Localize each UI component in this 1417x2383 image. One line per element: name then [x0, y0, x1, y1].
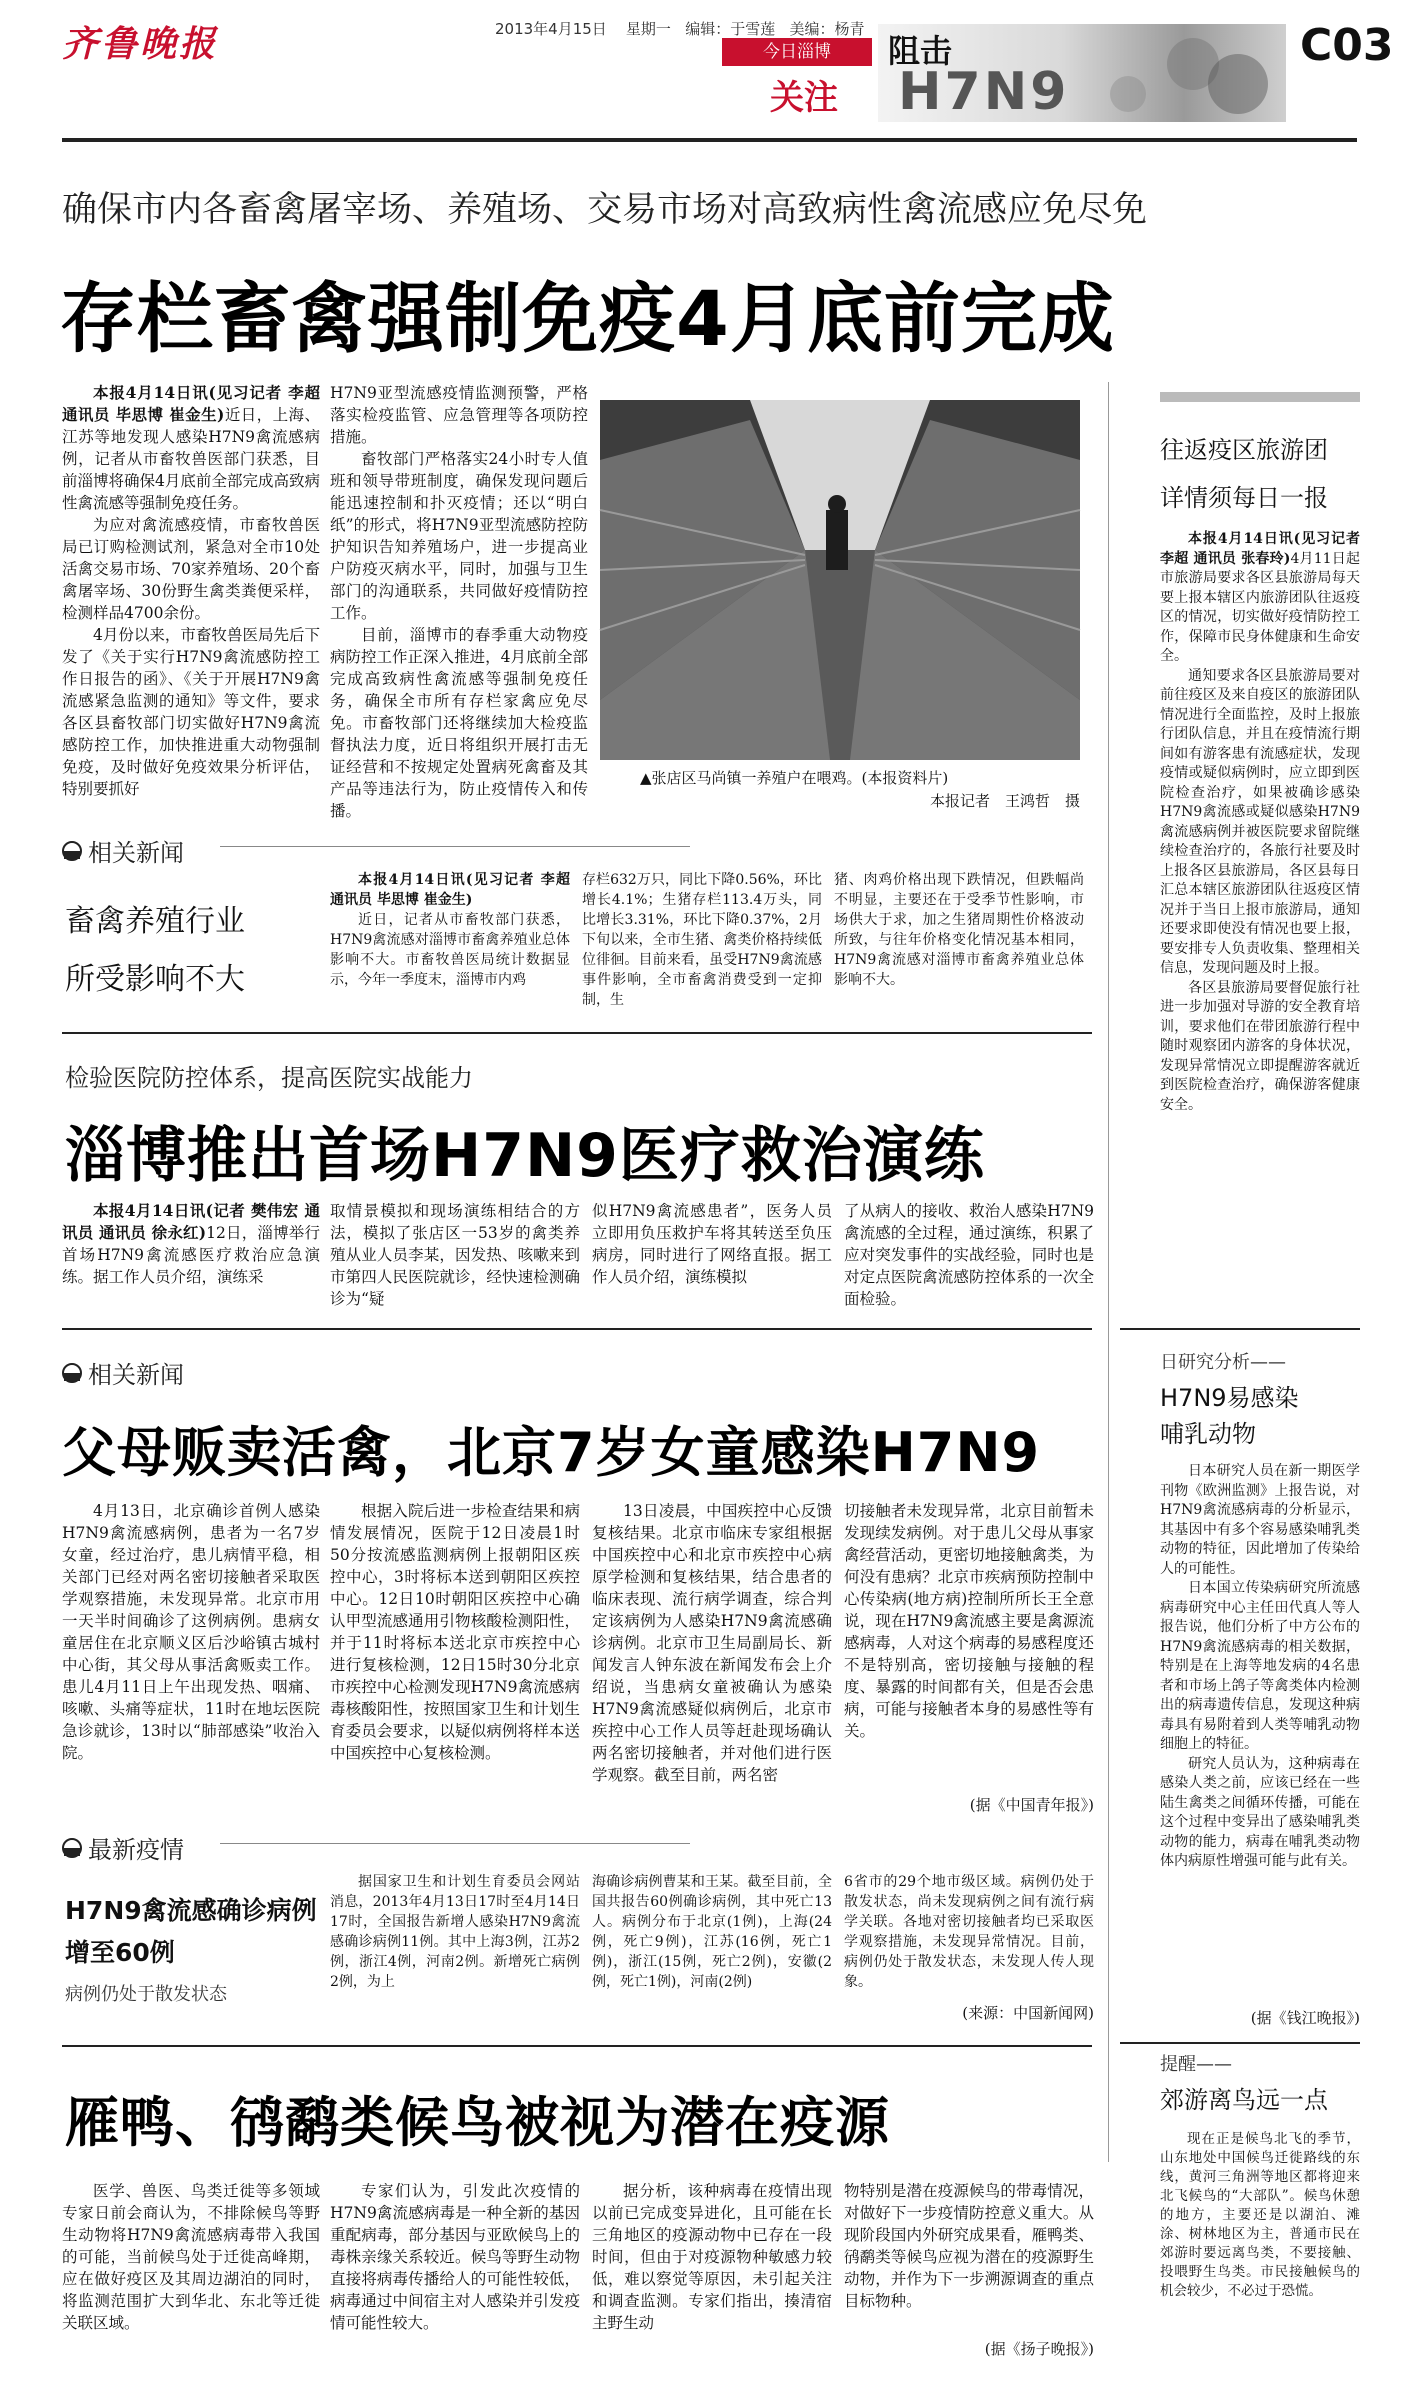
story4-credit: (来源：中国新闻网)	[962, 2004, 1094, 2022]
related1-tag: 相关新闻	[62, 833, 184, 868]
sidebar1-lead-para: 本报4月14日讯(见习记者 李超 通讯员 张春玲)4月11日起市旅游局要求各区县旅游局每天要上报本辖区内旅游团队往返疫区的情况，切实做好疫情防控工作，保障市民身体健康和生命安全。	[1160, 531, 1360, 664]
story4-para: 6省市的29个地市级区域。病例仍处于散发状态，尚未发现病例之间有流行病学关联。各地对密切接触者均已采取医学观察措施，未发现异常情况。目前，病例仍处于散发状态，未发现人传人现象。	[844, 1874, 1094, 1990]
story2-col4	[844, 1200, 1094, 1315]
sidebar1-lead: 本报4月14日讯(见习记者 李超 通讯员 张春玲)	[1160, 531, 1360, 567]
section-sub: 关注	[770, 78, 838, 118]
story4-title-line1: H7N9禽流感确诊病例	[65, 1896, 317, 1925]
story2-headline: 淄博推出首场H7N9医疗救治演练	[65, 1121, 985, 1191]
sidebar2-body	[1160, 1462, 1360, 2002]
story2-col1	[62, 1200, 320, 1315]
story5-para: 专家们认为，引发此次疫情的H7N9禽流感病毒是一种全新的基因重配病毒，部分基因与亚欧候鸟上的毒株亲缘关系较近。候鸟等野生动物直接将病毒传播给人的可能性较低，病毒通过中间宿主对人感染并引发疫情可能性较大。	[330, 2182, 580, 2332]
related1-col1	[330, 870, 570, 1020]
sidebar2-title-line2: 哺乳动物	[1160, 1420, 1256, 1448]
story1-para: 目前，淄博市的春季重大动物疫病防控工作正深入推进，4月底前全部完成高致病性禽流感等强制免疫任务，确保全市所有存栏家禽应免尽免。市畜牧部门还将继续加大检疫监督执法力度，近日将组织开展打击无证经营和不按规定处置病死禽畜及其产品等违法行为，防止疫情传入和传播。	[330, 626, 588, 820]
related1-tag-rule	[220, 846, 690, 847]
story3-para: 切接触者未发现异常，北京目前暂未发现续发病例。对于患儿父母从事家禽经营活动，更密切地接触禽类，为何没有患病？北京市疾病预防控制中心传染病(地方病)控制所所长王全意说，现在H7N9禽流感主要是禽源流感病毒，人对这个病毒的易感程度还不是特别高，密切接触与接触的程度、暴露的时间都有关，但是否会患病，可能与接触者本身的易感性等有关。	[844, 1502, 1094, 1740]
page-number: C03	[1300, 20, 1394, 71]
story4-col3	[844, 1872, 1094, 1992]
banner-title-1: 阻击	[888, 32, 953, 70]
story4-col2	[592, 1872, 832, 2022]
story4-title	[65, 1890, 317, 1974]
story3-col3	[592, 1500, 832, 1825]
sidebar2-kicker: 日研究分析——	[1160, 1352, 1286, 1373]
story1-lead-para: 本报4月14日讯(见习记者 李超 通讯员 毕思博 崔金生)近日，上海、江苏等地发现人感染H7N9禽流感病例，记者从市畜牧兽医部门获悉，目前淄博将确保4月底前全部完成高致病性禽流感等强制免疫任务。	[62, 383, 320, 512]
story5-col4	[844, 2180, 1094, 2330]
banner-image	[878, 24, 1286, 122]
related1-col3	[834, 870, 1084, 1020]
story3-credit: (据《中国青年报》)	[969, 1796, 1094, 1814]
story3-para: 13日凌晨，中国疾控中心反馈复核结果。北京市临床专家组根据中国疾控中心和北京市疾控中心病原学检测和复核结果，结合患者的临床表现、流行病学调查，综合判定该病例为人感染H7N9禽流感确诊病例。北京市卫生局副局长、新闻发言人钟东波在新闻发布会上介绍说，当患病女童被确认为感染H7N9禽流感疑似病例后，北京市疾控中心工作人员等赶赴现场确认两名密切接触者，并对他们进行医学观察。截至目前，两名密	[592, 1502, 832, 1784]
sidebar1-title-line2: 详情须每日一报	[1160, 484, 1328, 512]
story2-lead: 本报4月14日讯(记者 樊伟宏 通讯员 通讯员 徐永红)	[62, 1201, 320, 1242]
story4-para: 海确诊病例曹某和王某。截至目前，全国共报告60例确诊病例，其中死亡13人。病例分布于北京(1例)，上海(24例，死亡9例)，江苏(16例，死亡1例)，浙江(15例，死亡2例)，安徽(2例，死亡1例)，河南(2例)	[592, 1874, 832, 1990]
story4-subtitle: 病例仍处于散发状态	[65, 1984, 227, 2005]
sidebar1-title-line1: 往返疫区旅游团	[1160, 436, 1328, 464]
story3-para: 根据入院后进一步检查结果和病情发展情况，医院于12日凌晨1时50分按流感监测病例上报朝阳区疾控中心，3时将标本送到朝阳区疾控中心。12日10时朝阳区疾控中心确认甲型流感通用引物核酸检测阳性，并于11时将标本送北京市疾控中心进行复核检测，12日15时30分北京市疾控中心检测发现H7N9禽流感病毒核酸阳性，按照国家卫生和计划生育委员会要求，以疑似病例将样本送中国疾控中心复核检测。	[330, 1502, 580, 1762]
story3-tag: 相关新闻	[62, 1355, 184, 1390]
story2-para: 了从病人的接收、救治人感染H7N9禽流感的全过程，通过演练，积累了应对突发事件的实战经验，同时也是对定点医院禽流感防控体系的一次全面检验。	[844, 1202, 1094, 1308]
issue-info	[495, 18, 865, 39]
sidebar2-credit: (据《钱江晚报》)	[1250, 2009, 1360, 2027]
section-rule	[62, 2045, 1092, 2047]
issue-date: 2013年4月15日	[495, 20, 607, 38]
sidebar3-title: 郊游离鸟远一点	[1160, 2086, 1328, 2114]
chicken-farm-photo	[600, 400, 1080, 760]
story5-para: 据分析，该种病毒在疫情出现以前已完成变异进化，且可能在长三角地区的疫源动物中已存在一段时间，但由于对疫源物种敏感力较低，难以察觉等原因，未引起关注和调查监测。专家们指出，揍清宿主野生动	[592, 2182, 832, 2332]
masthead-rule	[62, 138, 1357, 142]
section-dot-icon	[62, 841, 82, 861]
issue-weekday: 星期一	[625, 20, 671, 38]
story1-lead: 本报4月14日讯(见习记者 李超 通讯员 毕思博 崔金生)	[62, 383, 320, 424]
story1-para: 畜牧部门严格落实24小时专人值班和领导带班制度，确保发现问题后能迅速控制和扑灭疫情；还以“明白纸”的形式，将H7N9亚型流感防控防护知识告知养殖场户，进一步提高业户防疫灭病水平，同时，加强与卫生部门的沟通联系，共同做好疫情防控工作。	[330, 450, 588, 622]
story2-col3	[592, 1200, 832, 1315]
story3-col1	[62, 1500, 320, 1825]
sidebar1-body	[1160, 530, 1360, 1420]
section-rule	[62, 1328, 1092, 1330]
sidebar2-title-line1: H7N9易感染	[1160, 1384, 1299, 1412]
story5-credit: (据《扬子晚报》)	[984, 2340, 1094, 2358]
designer: 美编：杨青	[789, 20, 865, 38]
story3-headline: 父母贩卖活禽，北京7岁女童感染H7N9	[62, 1421, 1041, 1484]
sidebar2-para: 日本国立传染病研究所流感病毒研究中心主任田代真人等人报告说，他们分析了中方公布的H7N9禽流感病毒的相关数据，特别是在上海等地发病的4名患者和市场上鸽子等禽类体内检测出的病毒遗传信息，发现这种病毒具有易附着到人类等哺乳动物细胞上的特征。	[1160, 1580, 1360, 1752]
story4-tag-rule	[220, 1843, 690, 1844]
banner-title-2: H7N9	[898, 62, 1070, 122]
story1-col1	[62, 382, 320, 802]
story4-para: 据国家卫生和计划生育委员会网站消息，2013年4月13日17时至4月14日17时，全国报告新增人感染H7N9禽流感确诊病例11例。其中上海3例，江苏2例，浙江4例，河南2例。新增死亡病例2例，为上	[330, 1874, 580, 1990]
sidebar2-top-rule	[1120, 1328, 1360, 1330]
story2-para: 取情景模拟和现场演练相结合的方法，模拟了张店区一53岁的禽类养殖从业人员李某，因发热、咳嗽来到市第四人民医院就诊，经快速检测确诊为“疑	[330, 1202, 580, 1308]
sidebar1-para: 各区县旅游局要督促旅行社进一步加强对导游的安全教育培训，要求他们在带团旅游行程中随时观察团内游客的身体状况，发现异常情况立即提醒游客就近到医院检查治疗，确保游客健康安全。	[1160, 979, 1360, 1113]
story2-col2	[330, 1200, 580, 1315]
related1-title-line2: 所受影响不大	[65, 962, 245, 997]
section-rule	[62, 1032, 1092, 1034]
story5-col1	[62, 2180, 320, 2365]
related1-col2	[582, 870, 822, 1020]
sidebar2-title	[1160, 1380, 1299, 1452]
story3-col4	[844, 1500, 1094, 1790]
story5-para: 物特别是潜在疫源候鸟的带毒情况，对做好下一步疫情防控意义重大。从现阶段国内外研究成果看，雁鸭类、鸻鹬类等候鸟应视为潜在的疫源野生动物，并作为下一步溯源调查的重点目标物种。	[844, 2182, 1094, 2310]
editor: 编辑：于雪莲	[685, 20, 776, 38]
story2-para: 似H7N9禽流感患者”，医务人员立即用负压救护车将其转送至负压病房，同时进行了网络直报。据工作人员介绍，演练模拟	[592, 1202, 832, 1286]
story1-para: 为应对禽流感疫情，市畜牧兽医局已订购检测试剂，紧急对全市10处活禽交易市场、70家养殖场、20个畜禽屠宰场、30份野生禽类粪便采样，检测样品4700余份。	[62, 516, 320, 622]
sidebar2-para: 日本研究人员在新一期医学刊物《欧洲监测》上报告说，对H7N9禽流感病毒的分析显示，其基因中有多个容易感染哺乳类动物的特征，因此增加了传染给人的可能性。	[1160, 1463, 1360, 1577]
related1-para: 猪、肉鸡价格出现下跌情况，但跌幅尚不明显，主要还在于受季节性影响，市场供大于求，加之生猪周期性价格波动所致，与往年价格变化情况基本相同，H7N9禽流感对淄博市畜禽养殖业总体影响不大。	[834, 872, 1084, 988]
masthead	[0, 0, 1417, 130]
related1-lead: 本报4月14日讯(见习记者 李超 通讯员 毕思博 崔金生)	[330, 872, 570, 908]
newspaper-logo: 齐鲁晚报	[62, 23, 219, 65]
sidebar3-kicker: 提醒——	[1160, 2054, 1232, 2075]
story1-headline: 存栏畜禽强制免疫4月底前完成	[60, 274, 1115, 363]
story2-kicker: 检验医院防控体系，提高医院实战能力	[65, 1064, 473, 1092]
sidebar1-para: 通知要求各区县旅游局要对前往疫区及来自疫区的旅游团队情况进行全面监控，及时上报旅行团队信息，并且在疫情流行期间如有游客患有流感症状，发现疫情或疑似病例时，应立即到医院检查治疗，如果被确诊感染H7N9禽流感或疑似感染H7N9禽流感病例并被医院要求留院继续检查治疗的，各旅行社要及时上报各区县旅游局，各区县每日汇总本辖区旅游团队往返疫区情况并于当日上报市旅游局，通知还要求即使没有情况也要上报，要安排专人负责收集、整理相关信息，发现问题及时上报。	[1160, 667, 1360, 976]
sidebar1-title	[1160, 430, 1328, 518]
story5-para: 医学、兽医、鸟类迁徙等多领域专家日前会商认为，不排除候鸟等野生动物将H7N9禽流感病毒带入我国的可能，当前候鸟处于迁徙高峰期，应在做好疫区及其周边湖泊的同时，将监测范围扩大到华北、东北等迁徙关联区域。	[62, 2182, 320, 2332]
story1-para: 4月份以来，市畜牧兽医局先后下发了《关于实行H7N9禽流感防控工作日报告的函》、《关于开展H7N9禽流感紧急监测的通知》等文件，要求各区县畜牧部门切实做好H7N9禽流感防控工作，加快推进重大动物强制免疫，及时做好免疫效果分析评估，特别要抓好	[62, 626, 320, 798]
sidebar3-top-rule	[1120, 2042, 1360, 2044]
related1-title-line1: 畜禽养殖行业	[65, 904, 245, 939]
story3-col2	[330, 1500, 580, 1825]
photo-credit: 本报记者 王鸿哲 摄	[929, 792, 1080, 810]
story4-col1	[330, 1872, 580, 2022]
story1-col2	[330, 382, 588, 820]
story1-para: H7N9亚型流感疫情监测预警，严格落实检疫监管、应急管理等各项防控措施。	[330, 384, 588, 446]
related1-title	[65, 893, 245, 1009]
section-badge: 今日淄博	[722, 38, 872, 66]
related1-para: 近日，记者从市畜牧部门获悉，H7N9禽流感对淄博市畜禽养殖业总体影响不大。市畜牧兽医局统计数据显示，今年一季度末，淄博市内鸡	[330, 912, 570, 988]
sidebar3-para: 现在正是候鸟北飞的季节，山东地处中国候鸟迁徙路线的东线，黄河三角洲等地区都将迎来北飞候鸟的“大部队”。候鸟休憩的地方，主要还是以湖泊、滩涂、树林地区为主，普通市民在郊游时要远离鸟类，不要接触、投喂野生鸟类。市民接触候鸟的机会较少，不必过于恐慌。	[1160, 2131, 1360, 2299]
story5-col3	[592, 2180, 832, 2365]
sidebar-divider	[1108, 382, 1109, 2162]
section-dot-icon	[62, 1838, 82, 1858]
section-dot-icon	[62, 1363, 82, 1383]
story1-kicker: 确保市内各畜禽屠宰场、养殖场、交易市场对高致病性禽流感应免尽免	[62, 190, 1148, 230]
story5-headline: 雁鸭、鸻鹬类候鸟被视为潜在疫源	[65, 2091, 890, 2154]
sidebar3-body	[1160, 2130, 1360, 2365]
story4-title-line2: 增至60例	[65, 1938, 175, 1967]
story3-para: 4月13日，北京确诊首例人感染H7N9禽流感病例，患者为一名7岁女童，经过治疗，患儿病情平稳，相关部门已经对两名密切接触者采取医学观察措施，未发现异常。北京市用一天半时间确诊了这例病例。患病女童居住在北京顺义区后沙峪镇古城村中心街，其父母从事活禽贩卖工作。患儿4月11日上午出现发热、咽痛、咳嗽、头痛等症状，11时在地坛医院急诊就诊，13时以“肺部感染”收治入院。	[62, 1502, 320, 1762]
story4-tag: 最新疫情	[62, 1830, 184, 1865]
related1-para: 存栏632万只，同比下降0.56%，环比增长4.1%；生猪存栏113.4万头，同比增长3.31%，环比下降0.37%，2月下旬以来，全市生猪、禽类价格持续低位徘徊。目前来看，虽受H7N9禽流感事件影响，全市畜禽消费受到一定抑制，生	[582, 872, 822, 1008]
story5-col2	[330, 2180, 580, 2365]
sidebar1-top-rule	[1160, 392, 1360, 402]
sidebar2-para: 研究人员认为，这种病毒在感染人类之前，应该已经在一些陆生禽类之间循环传播，可能在这个过程中变异出了感染哺乳类动物的能力，病毒在哺乳类动物体内病原性增强可能与此有关。	[1160, 1755, 1360, 1869]
photo-caption: ▲张店区马尚镇一养殖户在喂鸡。(本报资料片)	[640, 769, 949, 787]
story2-lead-para: 本报4月14日讯(记者 樊伟宏 通讯员 通讯员 徐永红)12日，淄博举行首场H7N9禽流感医疗救治应急演练。据工作人员介绍，演练采	[62, 1201, 320, 1286]
